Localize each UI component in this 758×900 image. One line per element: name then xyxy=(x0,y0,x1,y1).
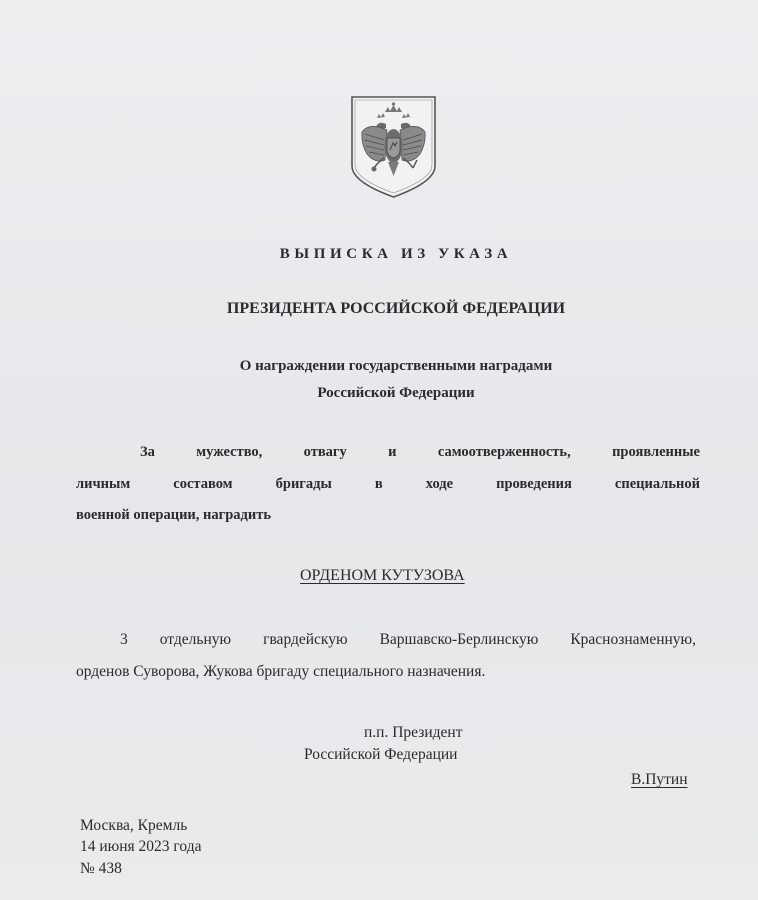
preamble-line-1: За мужество, отвагу и самоотверженность, проявленные xyxy=(140,444,700,460)
coat-of-arms-emblem xyxy=(349,94,438,200)
issue-place: Москва, Кремль xyxy=(80,817,188,834)
signature-title-line-1: п.п. Президент xyxy=(364,724,463,741)
signature-title-line-2: Российской Федерации xyxy=(304,746,458,763)
award-name: ОРДЕНОМ КУТУЗОВА xyxy=(300,567,465,584)
decree-number: № 438 xyxy=(80,860,122,877)
preamble-line-3: военной операции, наградить xyxy=(76,507,272,523)
document-subtitle: ПРЕЗИДЕНТА РОССИЙСКОЙ ФЕДЕРАЦИИ xyxy=(226,300,566,317)
decree-topic-line-1: О награждении государственными наградами xyxy=(239,358,553,374)
decree-topic-line-2: Российской Федерации xyxy=(317,385,475,401)
recipient-line-1: 3 отдельную гвардейскую Варшавско-Берлинскую Краснознаменную, xyxy=(120,631,696,648)
signatory-name: В.Путин xyxy=(631,771,688,788)
document-title: ВЫПИСКА ИЗ УКАЗА xyxy=(279,246,513,262)
issue-date: 14 июня 2023 года xyxy=(80,838,202,855)
preamble-line-2: личным составом бригады в ходе проведения специальной xyxy=(76,476,700,492)
recipient-line-2: орденов Суворова, Жукова бригаду специального назначения. xyxy=(76,663,486,680)
